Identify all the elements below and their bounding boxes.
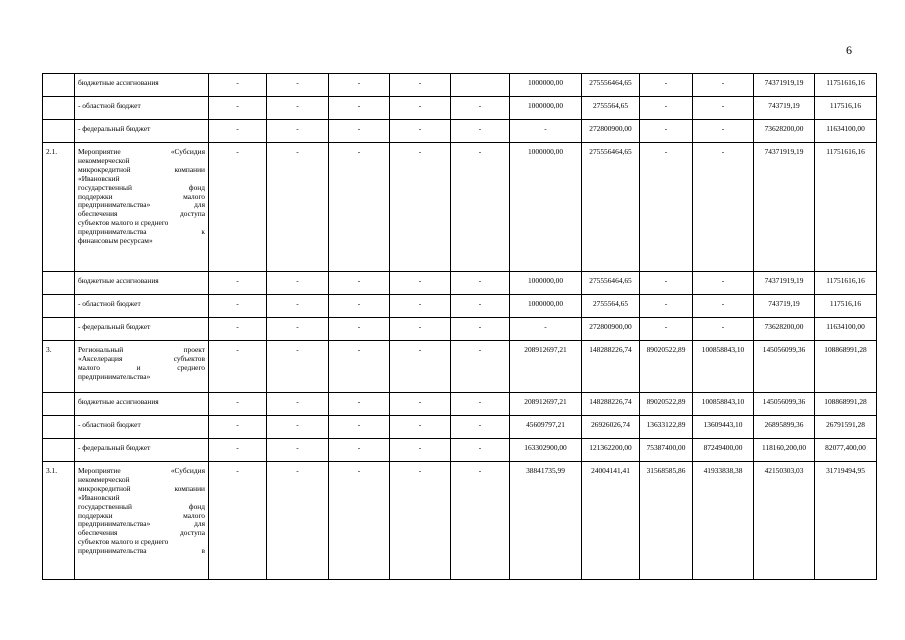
value-cell: 1000000,00 xyxy=(510,295,582,318)
value-cell: - xyxy=(390,120,451,143)
value-cell: - xyxy=(451,272,510,295)
table-row xyxy=(43,272,877,295)
value-cell: 31568585,86 xyxy=(640,462,693,580)
value-cell: - xyxy=(390,272,451,295)
value-cell: - xyxy=(451,318,510,341)
value-cell: 1000000,00 xyxy=(510,143,582,272)
row-label-line: «Ивановский xyxy=(78,492,120,502)
row-label-line: государственный фонд xyxy=(78,182,205,192)
value-cell: 1000000,00 xyxy=(510,97,582,120)
row-label-text: - областной бюджет xyxy=(78,299,141,308)
value-cell: - xyxy=(267,120,329,143)
value-cell: 82077,400,00 xyxy=(815,439,877,462)
row-index: 3. xyxy=(43,341,75,393)
table-row xyxy=(43,97,877,120)
value-cell: 13633122,89 xyxy=(640,416,693,439)
page-number: 6 xyxy=(846,43,852,57)
table-row xyxy=(43,295,877,318)
row-label xyxy=(75,120,209,143)
row-label xyxy=(75,341,209,393)
value-cell: - xyxy=(209,97,267,120)
value-cell: 24004141,41 xyxy=(582,462,640,580)
table-row xyxy=(43,439,877,462)
value-cell: 108868991,28 xyxy=(815,393,877,416)
value-cell: 74371919,19 xyxy=(754,143,815,272)
value-cell: - xyxy=(267,272,329,295)
value-cell: - xyxy=(267,393,329,416)
value-cell: 1000000,00 xyxy=(510,272,582,295)
value-cell: 74371919,19 xyxy=(754,74,815,97)
value-cell: - xyxy=(329,74,390,97)
row-index xyxy=(43,439,75,462)
value-cell: 87249400,00 xyxy=(693,439,754,462)
value-cell: - xyxy=(640,143,693,272)
value-cell: 89020522,89 xyxy=(640,341,693,393)
value-cell: 26926026,74 xyxy=(582,416,640,439)
row-label-line: Региональный проект xyxy=(78,345,205,354)
value-cell: - xyxy=(267,439,329,462)
row-label-line: некоммерческой xyxy=(78,155,130,165)
value-cell: - xyxy=(329,393,390,416)
value-cell: - xyxy=(267,416,329,439)
value-cell: - xyxy=(267,462,329,580)
row-label-text: бюджетные ассигнования xyxy=(78,397,159,406)
row-label-line: субъектов малого и среднего xyxy=(78,537,169,547)
value-cell: 208912697,21 xyxy=(510,393,582,416)
row-label xyxy=(75,462,209,580)
value-cell: - xyxy=(451,439,510,462)
row-label xyxy=(75,143,209,272)
value-cell: - xyxy=(329,272,390,295)
value-cell: - xyxy=(451,416,510,439)
value-cell: 117516,16 xyxy=(815,295,877,318)
value-cell: 2755564,65 xyxy=(582,295,640,318)
value-cell: 13609443,10 xyxy=(693,416,754,439)
value-cell: 148288226,74 xyxy=(582,341,640,393)
value-cell: - xyxy=(451,97,510,120)
row-label-text: бюджетные ассигнования xyxy=(78,78,159,87)
value-cell: - xyxy=(390,341,451,393)
value-cell: - xyxy=(329,439,390,462)
value-cell: 73628200,00 xyxy=(754,318,815,341)
value-cell: 743719,19 xyxy=(754,295,815,318)
row-label-line: предпринимательства» xyxy=(78,371,151,381)
row-label-line: микрокредитной компании xyxy=(78,164,205,174)
value-cell: 743719,19 xyxy=(754,97,815,120)
value-cell: - xyxy=(329,120,390,143)
value-cell: - xyxy=(451,295,510,318)
row-label-line: «Ивановский xyxy=(78,173,120,183)
row-label-line: государственный фонд xyxy=(78,501,205,511)
value-cell: - xyxy=(209,272,267,295)
value-cell: 1000000,00 xyxy=(510,74,582,97)
table-row xyxy=(43,416,877,439)
value-cell: - xyxy=(390,74,451,97)
row-label-text: - федеральный бюджет xyxy=(78,322,151,331)
value-cell: - xyxy=(329,462,390,580)
value-cell: - xyxy=(451,120,510,143)
value-cell: 100858843,10 xyxy=(693,341,754,393)
value-cell: - xyxy=(693,272,754,295)
value-cell: - xyxy=(390,97,451,120)
row-index: 2.1. xyxy=(43,143,75,272)
value-cell: - xyxy=(329,416,390,439)
value-cell: 275556464,65 xyxy=(582,272,640,295)
value-cell: - xyxy=(209,462,267,580)
row-label-line: финансовым ресурсам» xyxy=(78,236,153,246)
row-index xyxy=(43,318,75,341)
row-label xyxy=(75,416,209,439)
value-cell: 11751616,16 xyxy=(815,74,877,97)
value-cell: - xyxy=(329,295,390,318)
value-cell: 272800900,00 xyxy=(582,318,640,341)
value-cell: - xyxy=(390,295,451,318)
row-label xyxy=(75,295,209,318)
row-label-line: малого и среднего xyxy=(78,362,205,372)
value-cell: - xyxy=(510,120,582,143)
value-cell: - xyxy=(640,120,693,143)
value-cell: 73628200,00 xyxy=(754,120,815,143)
value-cell: - xyxy=(329,97,390,120)
value-cell: 145056099,36 xyxy=(754,393,815,416)
row-label-line: предпринимательства» для xyxy=(78,200,205,210)
value-cell: - xyxy=(693,97,754,120)
value-cell: 100858843,10 xyxy=(693,393,754,416)
row-index xyxy=(43,74,75,97)
row-label-text: - областной бюджет xyxy=(78,420,141,429)
value-cell: - xyxy=(209,393,267,416)
value-cell: - xyxy=(390,393,451,416)
row-label-line: обеспечения доступа xyxy=(78,528,205,538)
value-cell: - xyxy=(451,143,510,272)
row-label-line: субъектов малого и среднего xyxy=(78,218,169,228)
row-index xyxy=(43,295,75,318)
value-cell: 2755564,65 xyxy=(582,97,640,120)
row-index xyxy=(43,97,75,120)
row-index xyxy=(43,272,75,295)
value-cell: 117516,16 xyxy=(815,97,877,120)
row-label-line: «Акселерация субъектов xyxy=(78,353,205,363)
value-cell: - xyxy=(451,462,510,580)
value-cell: 45609797,21 xyxy=(510,416,582,439)
value-cell: - xyxy=(267,97,329,120)
table-row xyxy=(43,462,877,580)
value-cell: - xyxy=(209,416,267,439)
value-cell: - xyxy=(209,295,267,318)
row-label xyxy=(75,393,209,416)
value-cell: - xyxy=(451,393,510,416)
value-cell: - xyxy=(693,74,754,97)
row-label-text: - федеральный бюджет xyxy=(78,443,151,452)
value-cell: - xyxy=(267,318,329,341)
row-label-line: предпринимательства к xyxy=(78,227,205,237)
budget-table-body xyxy=(43,74,877,580)
value-cell: 272800900,00 xyxy=(582,120,640,143)
value-cell: 41933838,38 xyxy=(693,462,754,580)
row-label-line: Мероприятие «Субсидия xyxy=(78,147,205,156)
row-label-line: предпринимательства в xyxy=(78,546,205,556)
value-cell: - xyxy=(209,318,267,341)
table-row xyxy=(43,143,877,272)
value-cell: 42150303,03 xyxy=(754,462,815,580)
value-cell: 275556464,65 xyxy=(582,143,640,272)
value-cell: - xyxy=(209,341,267,393)
value-cell: - xyxy=(693,120,754,143)
value-cell: - xyxy=(390,462,451,580)
table-row xyxy=(43,341,877,393)
value-cell: 163302900,00 xyxy=(510,439,582,462)
value-cell: 208912697,21 xyxy=(510,341,582,393)
value-cell: - xyxy=(329,143,390,272)
value-cell: 26895899,36 xyxy=(754,416,815,439)
row-label-line: поддержки малого xyxy=(78,191,205,201)
value-cell: - xyxy=(209,143,267,272)
value-cell: - xyxy=(267,74,329,97)
row-label xyxy=(75,272,209,295)
value-cell: 74371919,19 xyxy=(754,272,815,295)
table-row xyxy=(43,393,877,416)
table-row xyxy=(43,120,877,143)
row-label-line: микрокредитной компании xyxy=(78,483,205,493)
row-label-text: - областной бюджет xyxy=(78,101,141,110)
row-label xyxy=(75,97,209,120)
value-cell: - xyxy=(640,295,693,318)
value-cell: - xyxy=(510,318,582,341)
value-cell: - xyxy=(267,341,329,393)
value-cell: - xyxy=(640,318,693,341)
value-cell: - xyxy=(329,341,390,393)
value-cell: - xyxy=(451,341,510,393)
table-row xyxy=(43,318,877,341)
row-index xyxy=(43,393,75,416)
value-cell xyxy=(451,74,510,97)
value-cell: - xyxy=(693,143,754,272)
value-cell: - xyxy=(640,74,693,97)
value-cell: - xyxy=(209,439,267,462)
row-label-text: - федеральный бюджет xyxy=(78,124,151,133)
value-cell: 108868991,28 xyxy=(815,341,877,393)
row-label xyxy=(75,439,209,462)
row-label xyxy=(75,74,209,97)
row-label-line: некоммерческой xyxy=(78,474,130,484)
value-cell: 11634100,00 xyxy=(815,120,877,143)
value-cell: - xyxy=(390,143,451,272)
value-cell: - xyxy=(693,295,754,318)
value-cell: - xyxy=(640,97,693,120)
value-cell: 89020522,89 xyxy=(640,393,693,416)
value-cell: - xyxy=(390,416,451,439)
table-row xyxy=(43,74,877,97)
value-cell: - xyxy=(209,120,267,143)
value-cell: 38841735,99 xyxy=(510,462,582,580)
value-cell: - xyxy=(329,318,390,341)
row-index xyxy=(43,120,75,143)
value-cell: - xyxy=(267,295,329,318)
value-cell: - xyxy=(693,318,754,341)
value-cell: 118160,200,00 xyxy=(754,439,815,462)
value-cell: 11751616,16 xyxy=(815,143,877,272)
row-label-line: поддержки малого xyxy=(78,510,205,520)
value-cell: 145056099,36 xyxy=(754,341,815,393)
value-cell: - xyxy=(267,143,329,272)
value-cell: 75387400,00 xyxy=(640,439,693,462)
row-label-line: обеспечения доступа xyxy=(78,209,205,219)
value-cell: 31719494,95 xyxy=(815,462,877,580)
row-label-text: бюджетные ассигнования xyxy=(78,276,159,285)
row-label-line: Мероприятие «Субсидия xyxy=(78,466,205,475)
budget-table xyxy=(42,73,877,580)
value-cell: 11634100,00 xyxy=(815,318,877,341)
value-cell: - xyxy=(209,74,267,97)
row-label-line: предпринимательства» для xyxy=(78,519,205,529)
value-cell: - xyxy=(640,272,693,295)
value-cell: - xyxy=(390,439,451,462)
value-cell: 26791591,28 xyxy=(815,416,877,439)
row-index: 3.1. xyxy=(43,462,75,580)
value-cell: 148288226,74 xyxy=(582,393,640,416)
value-cell: 275556464,65 xyxy=(582,74,640,97)
value-cell: 121362200,00 xyxy=(582,439,640,462)
value-cell: 11751616,16 xyxy=(815,272,877,295)
value-cell: - xyxy=(390,318,451,341)
row-index xyxy=(43,416,75,439)
row-label xyxy=(75,318,209,341)
